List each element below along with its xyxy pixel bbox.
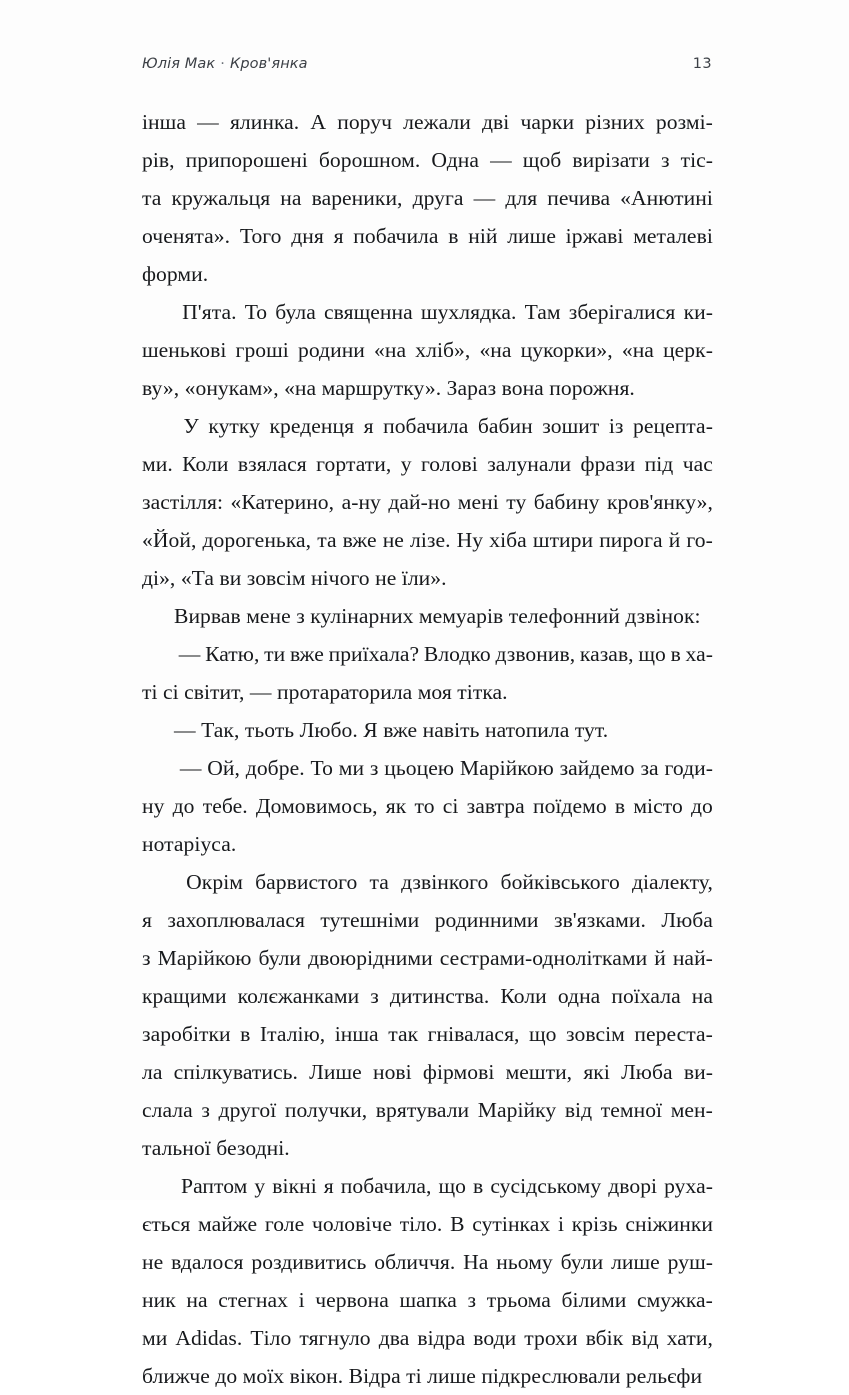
text-line: П'ята. То була священна шухлядка. Там зберігалися ки-: [142, 293, 713, 331]
text-line: з Марійкою були двоюрідними сестрами-однолітками й най-: [142, 946, 713, 970]
paragraph: [142, 597, 713, 635]
text-line: ближче до моїх вікон. Відра ті лише підкреслювали рельєфи: [142, 1364, 703, 1388]
text-line: кращими колєжанками з дитинства. Коли одна поїхала на: [142, 984, 713, 1008]
text-line: ється майже голе чоловіче тіло. В сутінках і крізь сніжинки: [142, 1212, 713, 1236]
paragraph-indent: [142, 1167, 174, 1205]
text-line: ну до тебе. Домовимось, як то сі завтра поїдемо в місто до: [142, 794, 713, 818]
paragraph: [142, 1167, 713, 1395]
text-line: заробітки в Італію, інша так гнівалася, що зовсім переста-: [142, 1022, 713, 1046]
text-block: [142, 103, 713, 1395]
text-line: «Йой, дорогенька, та вже не лізе. Ну хіба штири пирога й го-: [142, 528, 713, 552]
text-line: ву», «онукам», «на маршрутку». Зараз вона порожня.: [142, 376, 635, 400]
text-line: — Так, тьоть Любо. Я вже навіть натопила тут.: [174, 718, 609, 742]
text-line: Раптом у вікні я побачила, що в сусідському дворі руха-: [142, 1167, 713, 1205]
paragraph: [142, 749, 713, 863]
paragraph: [142, 407, 713, 597]
text-line: ми. Коли взялася гортати, у голові залунали фрази під час: [142, 452, 713, 476]
text-line: форми.: [142, 262, 209, 286]
text-line: інша — ялинка. А поруч лежали дві чарки різних розмі-: [142, 110, 713, 134]
text-line: — Катю, ти вже приїхала? Влодко дзвонив, казав, що в ха-: [142, 635, 713, 673]
text-line: рів, припорошені борошном. Одна — щоб вирізати з тіс-: [142, 148, 713, 172]
text-line: ник на стегнах і червона шапка з трьома білими смужка-: [142, 1288, 713, 1312]
paragraph: [142, 711, 713, 749]
page-number: 13: [692, 56, 712, 72]
running-head: [142, 56, 712, 82]
paragraph-indent: [142, 407, 174, 445]
paragraph: [142, 103, 713, 293]
text-line: застілля: «Катерино, а-ну дай-но мені ту бабину кров'янку»,: [142, 490, 713, 514]
text-line: У кутку креденця я побачила бабин зошит із рецепта-: [142, 407, 713, 445]
paragraph-indent: [142, 635, 174, 673]
text-line: ді», «Та ви зовсім нічого не їли».: [142, 566, 447, 590]
running-head-separator: ·: [220, 56, 225, 72]
text-line: Окрім барвистого та дзвінкого бойківського діалекту,: [142, 863, 713, 901]
paragraph-indent: [142, 293, 174, 331]
text-line: тальної безодні.: [142, 1136, 290, 1160]
text-line: слала з другої получки, врятували Марійку від темної мен-: [142, 1098, 713, 1122]
paragraph: [142, 863, 713, 1167]
text-line: я захоплювалася тутешніми родинними зв'язками. Люба: [142, 908, 713, 932]
text-line: нотаріуса.: [142, 832, 237, 856]
text-line: не вдалося роздивитись обличчя. На ньому були лише руш-: [142, 1250, 713, 1274]
running-head-book-title: Кров'янка: [229, 56, 308, 72]
text-line: Вирвав мене з кулінарних мемуарів телефонний дзвінок:: [174, 604, 701, 628]
text-line: ми Adidas. Тіло тягнуло два відра води трохи вбік від хати,: [142, 1326, 713, 1350]
text-line: ла спілкуватись. Лише нові фірмові мешти, які Люба ви-: [142, 1060, 713, 1084]
text-line: та кружальця на вареники, друга — для печива «Анютині: [142, 186, 713, 210]
paragraph-indent: [142, 863, 174, 901]
paragraph: [142, 293, 713, 407]
text-line: шенькові гроші родини «на хліб», «на цукорки», «на церк-: [142, 338, 713, 362]
text-line: оченята». Того дня я побачила в ній лише іржаві металеві: [142, 224, 713, 248]
running-head-title: [142, 56, 308, 72]
paragraph: [142, 635, 713, 711]
running-head-author: Юлія Мак: [142, 56, 216, 72]
text-line: — Ой, добре. То ми з цьоцею Марійкою зайдемо за годи-: [142, 749, 713, 787]
paragraph-indent: [142, 749, 174, 787]
text-line: ті сі світит, — протараторила моя тітка.: [142, 680, 508, 704]
